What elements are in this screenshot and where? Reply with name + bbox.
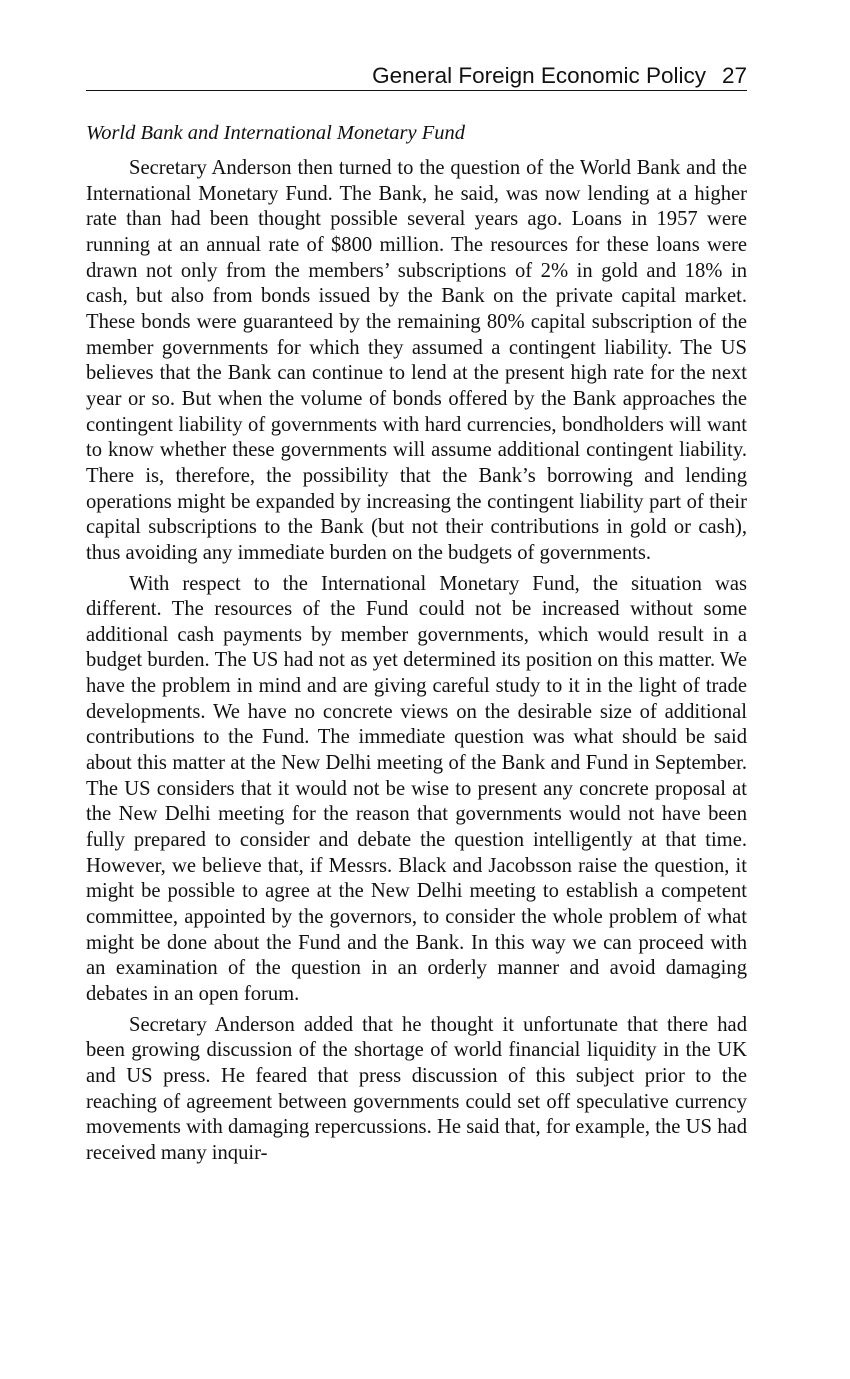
body-paragraph: Secretary Anderson added that he thought it unfortunate that there had been growing discussion of the shortage of world financial liquidity in the UK and US press. He feared that press discussion of this subject prior to the reaching of agreement between governments could set off speculative currency movements with damaging repercussions. He said that, for example, the US had received many inquir- <box>86 1013 747 1164</box>
running-head <box>86 62 747 91</box>
section-heading: World Bank and International Monetary Fund <box>86 122 466 144</box>
running-head-title: General Foreign Economic Policy <box>372 63 706 88</box>
page-number: 27 <box>721 63 747 88</box>
body-paragraph: Secretary Anderson then turned to the question of the World Bank and the International Monetary Fund. The Bank, he said, was now lending at a higher rate than had been thought possible several years ago. Loans in 1957 were running at an annual rate of $800 million. The resources for these loans were drawn not only from the members’ subscriptions of 2% in gold and 18% in cash, but also from bonds issued by the Bank on the private capital market. These bonds were guaranteed by the remaining 80% capital subscription of the member governments for which they assumed a contingent liability. The US believes that the Bank can continue to lend at the present high rate for the next year or so. But when the volume of bonds offered by the Bank approaches the contingent liability of governments with hard currencies, bondholders will want to know whether these governments will assume additional contingent liability. There is, therefore, the possibility that the Bank’s borrowing and lending operations might be expanded by increasing the contingent liability part of their capital subscriptions to the Bank (but not their contributions in gold or cash), thus avoiding any immediate burden on the budgets of governments. <box>86 157 747 564</box>
body-paragraph: With respect to the International Monetary Fund, the situation was different. The resources of the Fund could not be increased without some additional cash payments by member governments, which would result in a budget burden. The US had not as yet determined its position on this matter. We have the problem in mind and are giving careful study to it in the light of trade developments. We have no concrete views on the desirable size of additional contributions to the Fund. The immediate question was what should be said about this matter at the New Delhi meeting of the Bank and Fund in September. The US considers that it would not be wise to present any concrete proposal at the New Delhi meeting for the reason that governments would not have been fully prepared to consider and debate the question intelligently at that time. However, we believe that, if Messrs. Black and Jacobsson raise the question, it might be possible to agree at the New Delhi meeting to establish a competent committee, appointed by the governors, to consider the whole problem of what might be done about the Fund and the Bank. In this way we can proceed with an examination of the question in an orderly manner and avoid damaging debates in an open forum. <box>86 572 747 1005</box>
document-page <box>86 62 747 1167</box>
